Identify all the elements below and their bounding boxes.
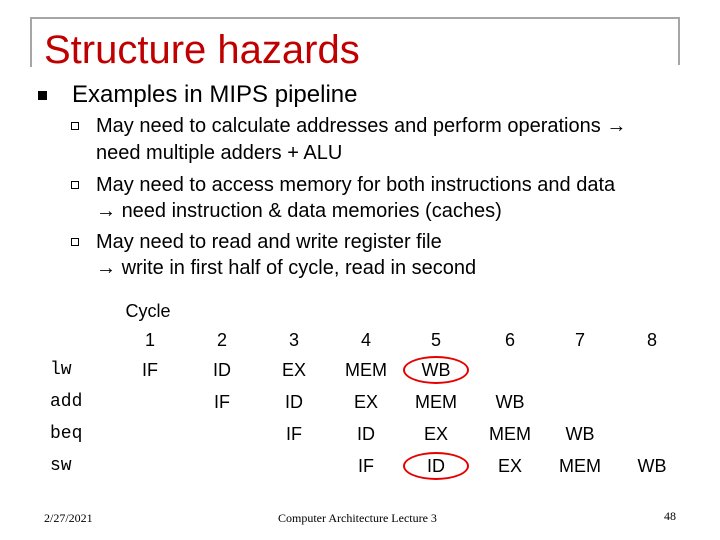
cycle-number-2: 2 [216, 330, 227, 350]
stage-cell: EX [281, 360, 306, 380]
stage-cell: IF [286, 424, 302, 444]
stage-cell: IF [358, 456, 374, 476]
sub-bullet-1-line-2: need multiple adders + ALU [96, 142, 343, 164]
sub-bullet-2-line-1: May need to access memory for both instructions and data [96, 174, 616, 196]
main-bullet: Examples in MIPS pipeline [72, 81, 358, 108]
title-frame-right [678, 17, 680, 65]
stage-cell: WB [495, 392, 525, 412]
sub-bullet-3-line-1: May need to read and write register file [96, 231, 442, 253]
slide-title: Structure hazards [44, 28, 360, 72]
hollow-square-bullet-icon [71, 238, 79, 246]
title-frame-left [30, 17, 32, 67]
cycle-number-8: 8 [646, 330, 657, 350]
cycle-number-7: 7 [574, 330, 585, 350]
stage-cell: IF [142, 360, 158, 380]
sub-bullet-3-line-2: → write in first half of cycle, read in second [96, 257, 477, 279]
cycle-number-3: 3 [288, 330, 299, 350]
hazard-highlight-id [403, 452, 469, 480]
stage-cell: MEM [559, 456, 601, 476]
hollow-square-bullet-icon [71, 181, 79, 189]
hazard-highlight-wb [403, 356, 469, 384]
stage-cell: EX [497, 456, 522, 476]
cycle-number-1: 1 [144, 330, 155, 350]
stage-cell: EX [423, 424, 448, 444]
instruction-label-beq: beq [50, 424, 83, 444]
stage-cell: MEM [345, 360, 387, 380]
stage-cell: WB [637, 456, 667, 476]
instruction-label-sw: sw [50, 456, 72, 476]
arrow-right-icon: → [96, 200, 116, 222]
footer-course-title: Computer Architecture Lecture 3 [278, 511, 437, 525]
stage-cell: ID [213, 360, 231, 380]
stage-cell: ID [285, 392, 303, 412]
title-frame-top [30, 17, 680, 19]
cycle-number-5: 5 [430, 330, 441, 350]
hollow-square-bullet-icon [71, 122, 79, 130]
sub-bullet-2-line-2: → need instruction & data memories (caches) [96, 200, 502, 222]
stage-cell: MEM [415, 392, 457, 412]
stage-cell: MEM [489, 424, 531, 444]
stage-cell: WB [565, 424, 595, 444]
stage-cell: EX [353, 392, 378, 412]
cycle-label: Cycle [125, 301, 171, 321]
square-bullet-icon [38, 91, 47, 100]
stage-cell: ID [357, 424, 375, 444]
cycle-number-6: 6 [504, 330, 515, 350]
arrow-right-icon: → [96, 257, 116, 279]
instruction-label-lw: lw [50, 360, 72, 380]
cycle-number-4: 4 [360, 330, 371, 350]
stage-cell: WB [421, 360, 451, 380]
sub-bullet-1-line-1: May need to calculate addresses and perform operations → [96, 115, 627, 137]
instruction-label-add: add [50, 392, 83, 412]
footer-date: 2/27/2021 [44, 511, 93, 525]
page-number: 48 [664, 509, 676, 523]
arrow-right-icon: → [606, 115, 627, 137]
stage-cell: ID [427, 456, 445, 476]
stage-cell: IF [214, 392, 230, 412]
